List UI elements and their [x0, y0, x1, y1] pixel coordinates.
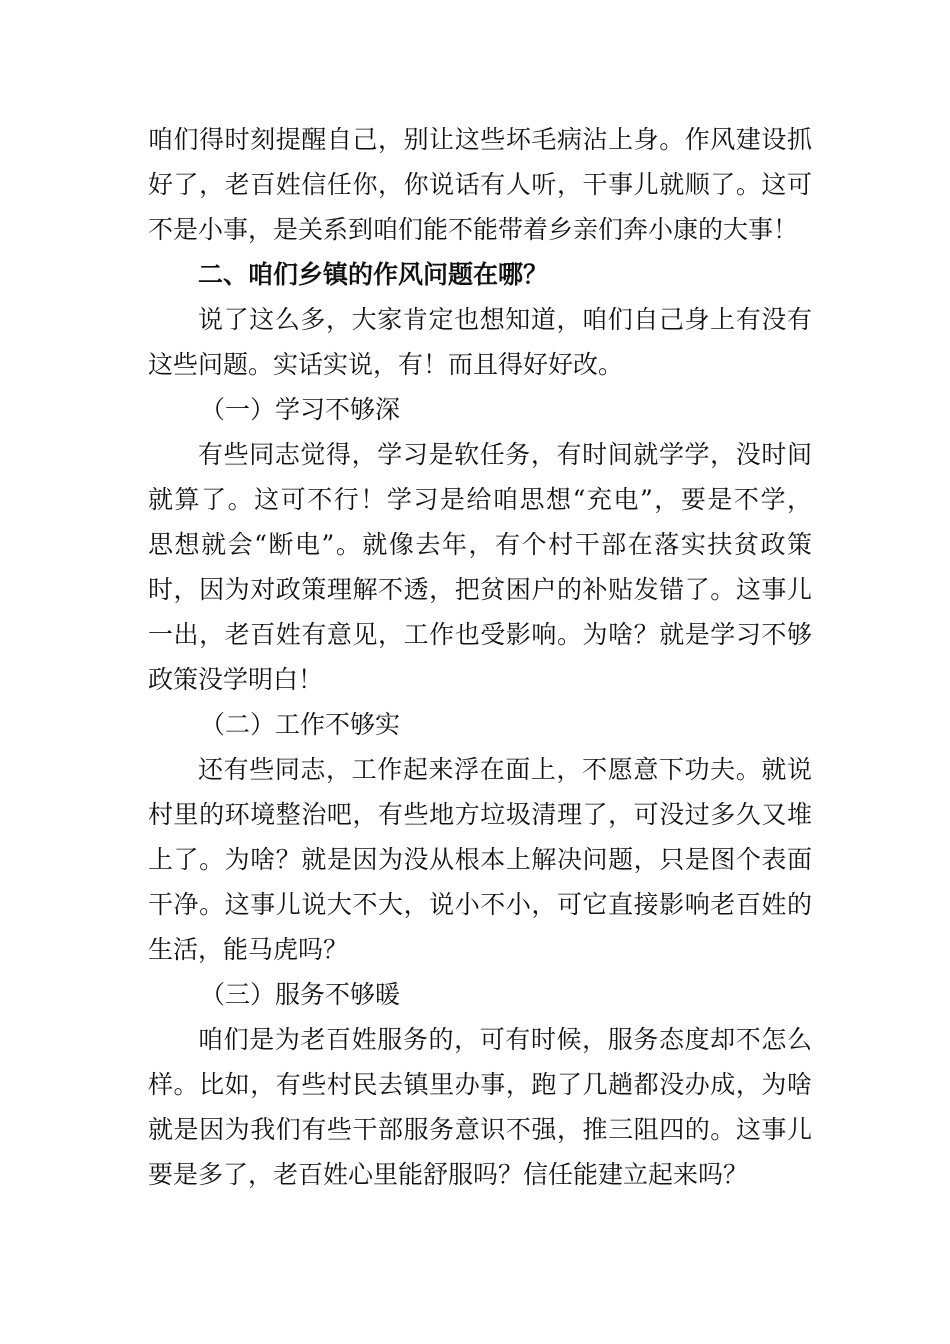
- paragraph-line: 就是因为我们有些干部服务意识不强，推三阻四的。这事儿: [148, 1115, 812, 1144]
- paragraph-line: 好了，老百姓信任你，你说话有人听，干事儿就顺了。这可: [148, 170, 812, 199]
- paragraph-line: 生活，能马虎吗？: [148, 935, 349, 964]
- paragraph-line: 政策没学明白！: [148, 665, 324, 694]
- paragraph-line: 要是多了，老百姓心里能舒服吗？信任能建立起来吗？: [148, 1160, 749, 1189]
- paragraph-line: 还有些同志，工作起来浮在面上，不愿意下功夫。就说: [198, 755, 812, 784]
- paragraph-line: 一出，老百姓有意见，工作也受影响。为啥？就是学习不够: [148, 620, 812, 649]
- paragraph-line: 上了。为啥？就是因为没从根本上解决问题，只是图个表面: [148, 845, 812, 874]
- paragraph-line: 有些同志觉得，学习是软任务，有时间就学学，没时间: [198, 440, 812, 469]
- paragraph-line: 就算了。这可不行！学习是给咱思想“充电”，要是不学，: [148, 485, 812, 514]
- subsection-heading: （三）服务不够暖: [200, 980, 401, 1009]
- paragraph-line: 说了这么多，大家肯定也想知道，咱们自己身上有没有: [198, 305, 812, 334]
- paragraph-line: 时，因为对政策理解不透，把贫困户的补贴发错了。这事儿: [148, 575, 812, 604]
- paragraph-line: 这些问题。实话实说，有！而且得好好改。: [148, 350, 624, 379]
- subsection-heading: （二）工作不够实: [200, 710, 401, 739]
- subsection-heading: （一）学习不够深: [200, 395, 401, 424]
- paragraph-line: 干净。这事儿说大不大，说小不小，可它直接影响老百姓的: [148, 890, 812, 919]
- paragraph-line: 样。比如，有些村民去镇里办事，跑了几趟都没办成，为啥: [148, 1070, 812, 1099]
- paragraph-line: 咱们得时刻提醒自己，别让这些坏毛病沾上身。作风建设抓: [148, 125, 812, 154]
- paragraph-line: 咱们是为老百姓服务的，可有时候，服务态度却不怎么: [198, 1025, 812, 1054]
- paragraph-line: 村里的环境整治吧，有些地方垃圾清理了，可没过多久又堆: [148, 800, 812, 829]
- section-heading: 二、咱们乡镇的作风问题在哪？: [198, 260, 549, 289]
- paragraph-line: 不是小事，是关系到咱们能不能带着乡亲们奔小康的大事！: [148, 215, 799, 244]
- paragraph-line: 思想就会“断电”。就像去年，有个村干部在落实扶贫政策: [148, 530, 812, 559]
